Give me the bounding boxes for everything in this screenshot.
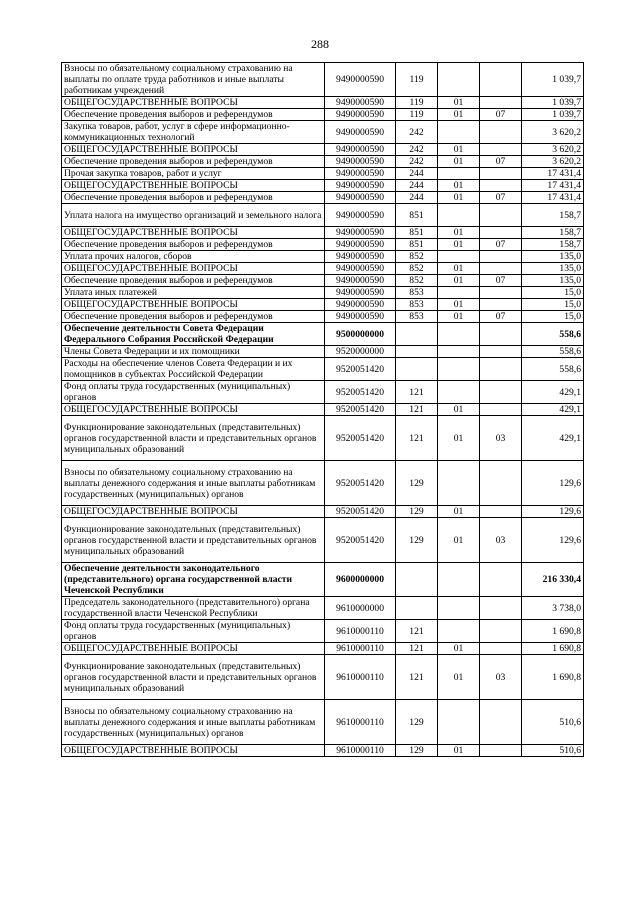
row-name-cell: Обеспечение проведения выборов и референдумов	[62, 109, 325, 121]
target-article-code-cell: 9490000590	[325, 168, 396, 180]
section-code-cell: 01	[438, 275, 480, 287]
expense-type-code-cell: 129	[396, 745, 438, 757]
subsection-code-cell	[480, 381, 522, 404]
expense-type-code-cell	[396, 358, 438, 381]
table-row	[62, 518, 584, 563]
subsection-code-cell	[480, 287, 522, 299]
amount-cell: 135,0	[522, 251, 584, 263]
target-article-code-cell: 9490000590	[325, 239, 396, 251]
table-row	[62, 563, 584, 597]
section-code-cell: 01	[438, 404, 480, 416]
table-row	[62, 404, 584, 416]
expense-type-code-cell: 121	[396, 381, 438, 404]
row-name-cell: Обеспечение проведения выборов и референдумов	[62, 275, 325, 287]
expense-type-code-cell: 244	[396, 192, 438, 204]
table-row	[62, 643, 584, 655]
row-name-cell: ОБЩЕГОСУДАРСТВЕННЫЕ ВОПРОСЫ	[62, 180, 325, 192]
row-name-cell: Обеспечение деятельности законодательного (представительного) органа государственной власти Чеченской Республики	[62, 563, 325, 597]
expense-type-code-cell	[396, 346, 438, 358]
row-name-cell: Члены Совета Федерации и их помощники	[62, 346, 325, 358]
row-name-cell: Закупка товаров, работ, услуг в сфере информационно-коммуникационных технологий	[62, 121, 325, 144]
amount-cell: 135,0	[522, 275, 584, 287]
section-code-cell	[438, 358, 480, 381]
subsection-code-cell: 07	[480, 156, 522, 168]
amount-cell: 158,7	[522, 204, 584, 227]
section-code-cell: 01	[438, 144, 480, 156]
table-row	[62, 168, 584, 180]
table-row	[62, 287, 584, 299]
amount-cell: 129,6	[522, 518, 584, 563]
section-code-cell: 01	[438, 97, 480, 109]
table-row	[62, 597, 584, 620]
subsection-code-cell	[480, 346, 522, 358]
expense-type-code-cell: 851	[396, 227, 438, 239]
expense-type-code-cell: 242	[396, 121, 438, 144]
section-code-cell: 01	[438, 518, 480, 563]
row-name-cell: Функционирование законодательных (представительных) органов государственной власти и представительных органов муниципальных образований	[62, 518, 325, 563]
expense-type-code-cell: 121	[396, 404, 438, 416]
subsection-code-cell: 07	[480, 311, 522, 323]
expense-type-code-cell: 852	[396, 263, 438, 275]
table-row	[62, 263, 584, 275]
amount-cell: 15,0	[522, 287, 584, 299]
section-code-cell: 01	[438, 655, 480, 700]
table-row	[62, 700, 584, 745]
target-article-code-cell: 9520051420	[325, 506, 396, 518]
row-name-cell: Председатель законодательного (представительного) органа государственной власти Чеченской Республики	[62, 597, 325, 620]
section-code-cell	[438, 597, 480, 620]
target-article-code-cell: 9610000110	[325, 643, 396, 655]
section-code-cell	[438, 700, 480, 745]
target-article-code-cell: 9490000590	[325, 204, 396, 227]
table-row	[62, 156, 584, 168]
target-article-code-cell: 9490000590	[325, 287, 396, 299]
subsection-code-cell	[480, 97, 522, 109]
row-name-cell: Фонд оплаты труда государственных (муниципальных) органов	[62, 381, 325, 404]
subsection-code-cell	[480, 700, 522, 745]
expense-type-code-cell: 852	[396, 251, 438, 263]
amount-cell: 1 039,7	[522, 109, 584, 121]
amount-cell: 129,6	[522, 461, 584, 506]
table-row	[62, 323, 584, 346]
expense-type-code-cell: 129	[396, 461, 438, 506]
target-article-code-cell: 9490000590	[325, 63, 396, 97]
subsection-code-cell	[480, 121, 522, 144]
row-name-cell: Уплата налога на имущество организаций и земельного налога	[62, 204, 325, 227]
target-article-code-cell: 9490000590	[325, 311, 396, 323]
row-name-cell: Взносы по обязательному социальному страхованию на выплаты по оплате труда работников и иные выплаты работникам учреждений	[62, 63, 325, 97]
subsection-code-cell	[480, 227, 522, 239]
section-code-cell	[438, 287, 480, 299]
target-article-code-cell: 9520051420	[325, 381, 396, 404]
row-name-cell: Уплата прочих налогов, сборов	[62, 251, 325, 263]
section-code-cell: 01	[438, 180, 480, 192]
table-row	[62, 109, 584, 121]
table-row	[62, 97, 584, 109]
row-name-cell: Обеспечение проведения выборов и референдумов	[62, 156, 325, 168]
section-code-cell	[438, 620, 480, 643]
amount-cell: 1 690,8	[522, 620, 584, 643]
subsection-code-cell	[480, 63, 522, 97]
table-row	[62, 144, 584, 156]
budget-table	[61, 62, 584, 757]
expense-type-code-cell: 853	[396, 311, 438, 323]
expense-type-code-cell: 244	[396, 168, 438, 180]
section-code-cell: 01	[438, 192, 480, 204]
target-article-code-cell: 9520051420	[325, 416, 396, 461]
subsection-code-cell: 07	[480, 275, 522, 287]
target-article-code-cell: 9490000590	[325, 192, 396, 204]
target-article-code-cell: 9490000590	[325, 144, 396, 156]
target-article-code-cell: 9500000000	[325, 323, 396, 346]
target-article-code-cell: 9490000590	[325, 156, 396, 168]
expense-type-code-cell: 129	[396, 506, 438, 518]
subsection-code-cell	[480, 563, 522, 597]
target-article-code-cell: 9610000000	[325, 597, 396, 620]
subsection-code-cell	[480, 168, 522, 180]
row-name-cell: ОБЩЕГОСУДАРСТВЕННЫЕ ВОПРОСЫ	[62, 404, 325, 416]
row-name-cell: Обеспечение проведения выборов и референдумов	[62, 311, 325, 323]
row-name-cell: ОБЩЕГОСУДАРСТВЕННЫЕ ВОПРОСЫ	[62, 299, 325, 311]
row-name-cell: ОБЩЕГОСУДАРСТВЕННЫЕ ВОПРОСЫ	[62, 263, 325, 275]
subsection-code-cell	[480, 461, 522, 506]
subsection-code-cell: 07	[480, 109, 522, 121]
table-row	[62, 381, 584, 404]
expense-type-code-cell: 121	[396, 620, 438, 643]
table-row	[62, 299, 584, 311]
amount-cell: 3 620,2	[522, 144, 584, 156]
amount-cell: 1 690,8	[522, 643, 584, 655]
row-name-cell: Обеспечение деятельности Совета Федерации Федерального Собрания Российской Федерации	[62, 323, 325, 346]
subsection-code-cell	[480, 643, 522, 655]
amount-cell: 129,6	[522, 506, 584, 518]
section-code-cell: 01	[438, 299, 480, 311]
subsection-code-cell	[480, 745, 522, 757]
table-row	[62, 311, 584, 323]
table-row	[62, 275, 584, 287]
table-row	[62, 745, 584, 757]
table-row	[62, 506, 584, 518]
section-code-cell: 01	[438, 239, 480, 251]
subsection-code-cell	[480, 204, 522, 227]
amount-cell: 510,6	[522, 745, 584, 757]
subsection-code-cell	[480, 597, 522, 620]
row-name-cell: ОБЩЕГОСУДАРСТВЕННЫЕ ВОПРОСЫ	[62, 506, 325, 518]
amount-cell: 15,0	[522, 299, 584, 311]
amount-cell: 17 431,4	[522, 192, 584, 204]
row-name-cell: Прочая закупка товаров, работ и услуг	[62, 168, 325, 180]
table-row	[62, 416, 584, 461]
subsection-code-cell	[480, 251, 522, 263]
section-code-cell	[438, 251, 480, 263]
subsection-code-cell: 03	[480, 416, 522, 461]
amount-cell: 558,6	[522, 323, 584, 346]
table-row	[62, 121, 584, 144]
expense-type-code-cell: 121	[396, 655, 438, 700]
table-row	[62, 251, 584, 263]
section-code-cell	[438, 168, 480, 180]
table-row	[62, 620, 584, 643]
expense-type-code-cell: 119	[396, 109, 438, 121]
target-article-code-cell: 9520051420	[325, 404, 396, 416]
table-row	[62, 204, 584, 227]
page-number: 288	[311, 37, 329, 51]
target-article-code-cell: 9490000590	[325, 109, 396, 121]
table-row	[62, 655, 584, 700]
amount-cell: 135,0	[522, 263, 584, 275]
expense-type-code-cell: 121	[396, 416, 438, 461]
row-name-cell: Обеспечение проведения выборов и референдумов	[62, 239, 325, 251]
section-code-cell: 01	[438, 156, 480, 168]
expense-type-code-cell: 853	[396, 287, 438, 299]
subsection-code-cell: 07	[480, 192, 522, 204]
amount-cell: 15,0	[522, 311, 584, 323]
target-article-code-cell: 9520051420	[325, 358, 396, 381]
row-name-cell: ОБЩЕГОСУДАРСТВЕННЫЕ ВОПРОСЫ	[62, 643, 325, 655]
section-code-cell: 01	[438, 416, 480, 461]
target-article-code-cell: 9490000590	[325, 263, 396, 275]
section-code-cell	[438, 204, 480, 227]
amount-cell: 3 620,2	[522, 156, 584, 168]
expense-type-code-cell: 129	[396, 518, 438, 563]
subsection-code-cell	[480, 358, 522, 381]
subsection-code-cell	[480, 620, 522, 643]
row-name-cell: ОБЩЕГОСУДАРСТВЕННЫЕ ВОПРОСЫ	[62, 97, 325, 109]
amount-cell: 558,6	[522, 346, 584, 358]
amount-cell: 558,6	[522, 358, 584, 381]
table-row	[62, 239, 584, 251]
table-row	[62, 346, 584, 358]
section-code-cell: 01	[438, 311, 480, 323]
expense-type-code-cell: 121	[396, 643, 438, 655]
section-code-cell	[438, 346, 480, 358]
expense-type-code-cell: 119	[396, 63, 438, 97]
expense-type-code-cell: 853	[396, 299, 438, 311]
target-article-code-cell: 9490000590	[325, 275, 396, 287]
expense-type-code-cell: 242	[396, 156, 438, 168]
amount-cell: 17 431,4	[522, 168, 584, 180]
row-name-cell: Взносы по обязательному социальному страхованию на выплаты денежного содержания и иные выплаты работникам государственных (муниципальных) органов	[62, 461, 325, 506]
subsection-code-cell	[480, 180, 522, 192]
target-article-code-cell: 9490000590	[325, 180, 396, 192]
budget-table-body	[62, 63, 584, 757]
section-code-cell: 01	[438, 643, 480, 655]
table-row	[62, 227, 584, 239]
amount-cell: 3 738,0	[522, 597, 584, 620]
expense-type-code-cell	[396, 597, 438, 620]
subsection-code-cell: 03	[480, 518, 522, 563]
target-article-code-cell: 9610000110	[325, 655, 396, 700]
section-code-cell	[438, 63, 480, 97]
amount-cell: 1 690,8	[522, 655, 584, 700]
row-name-cell: Фонд оплаты труда государственных (муниципальных) органов	[62, 620, 325, 643]
target-article-code-cell: 9490000590	[325, 97, 396, 109]
section-code-cell: 01	[438, 227, 480, 239]
table-row	[62, 358, 584, 381]
amount-cell: 216 330,4	[522, 563, 584, 597]
table-row	[62, 63, 584, 97]
section-code-cell: 01	[438, 109, 480, 121]
section-code-cell: 01	[438, 263, 480, 275]
subsection-code-cell	[480, 299, 522, 311]
row-name-cell: Обеспечение проведения выборов и референдумов	[62, 192, 325, 204]
subsection-code-cell: 03	[480, 655, 522, 700]
expense-type-code-cell: 119	[396, 97, 438, 109]
target-article-code-cell: 9490000590	[325, 299, 396, 311]
row-name-cell: Функционирование законодательных (представительных) органов государственной власти и представительных органов муниципальных образований	[62, 655, 325, 700]
target-article-code-cell: 9520051420	[325, 518, 396, 563]
target-article-code-cell: 9610000110	[325, 745, 396, 757]
subsection-code-cell	[480, 263, 522, 275]
section-code-cell	[438, 323, 480, 346]
row-name-cell: ОБЩЕГОСУДАРСТВЕННЫЕ ВОПРОСЫ	[62, 227, 325, 239]
target-article-code-cell: 9490000590	[325, 251, 396, 263]
section-code-cell: 01	[438, 745, 480, 757]
amount-cell: 3 620,2	[522, 121, 584, 144]
row-name-cell: ОБЩЕГОСУДАРСТВЕННЫЕ ВОПРОСЫ	[62, 144, 325, 156]
expense-type-code-cell: 851	[396, 204, 438, 227]
expense-type-code-cell	[396, 323, 438, 346]
expense-type-code-cell	[396, 563, 438, 597]
amount-cell: 158,7	[522, 227, 584, 239]
row-name-cell: ОБЩЕГОСУДАРСТВЕННЫЕ ВОПРОСЫ	[62, 745, 325, 757]
target-article-code-cell: 9610000110	[325, 700, 396, 745]
row-name-cell: Функционирование законодательных (представительных) органов государственной власти и представительных органов муниципальных образований	[62, 416, 325, 461]
target-article-code-cell: 9490000590	[325, 121, 396, 144]
expense-type-code-cell: 851	[396, 239, 438, 251]
section-code-cell	[438, 461, 480, 506]
table-row	[62, 180, 584, 192]
expense-type-code-cell: 129	[396, 700, 438, 745]
section-code-cell	[438, 121, 480, 144]
amount-cell: 429,1	[522, 416, 584, 461]
subsection-code-cell: 07	[480, 239, 522, 251]
target-article-code-cell: 9610000110	[325, 620, 396, 643]
amount-cell: 1 039,7	[522, 63, 584, 97]
target-article-code-cell: 9600000000	[325, 563, 396, 597]
target-article-code-cell: 9490000590	[325, 227, 396, 239]
amount-cell: 510,6	[522, 700, 584, 745]
section-code-cell	[438, 563, 480, 597]
section-code-cell: 01	[438, 506, 480, 518]
table-row	[62, 461, 584, 506]
subsection-code-cell	[480, 323, 522, 346]
target-article-code-cell: 9520051420	[325, 461, 396, 506]
table-row	[62, 192, 584, 204]
section-code-cell	[438, 381, 480, 404]
row-name-cell: Расходы на обеспечение членов Совета Федерации и их помощников в субъектах Российской Федерации	[62, 358, 325, 381]
amount-cell: 17 431,4	[522, 180, 584, 192]
subsection-code-cell	[480, 404, 522, 416]
target-article-code-cell: 9520000000	[325, 346, 396, 358]
expense-type-code-cell: 244	[396, 180, 438, 192]
amount-cell: 429,1	[522, 381, 584, 404]
expense-type-code-cell: 852	[396, 275, 438, 287]
subsection-code-cell	[480, 144, 522, 156]
row-name-cell: Взносы по обязательному социальному страхованию на выплаты денежного содержания и иные выплаты работникам государственных (муниципальных) органов	[62, 700, 325, 745]
amount-cell: 429,1	[522, 404, 584, 416]
subsection-code-cell	[480, 506, 522, 518]
expense-type-code-cell: 242	[396, 144, 438, 156]
amount-cell: 1 039,7	[522, 97, 584, 109]
amount-cell: 158,7	[522, 239, 584, 251]
row-name-cell: Уплата иных платежей	[62, 287, 325, 299]
